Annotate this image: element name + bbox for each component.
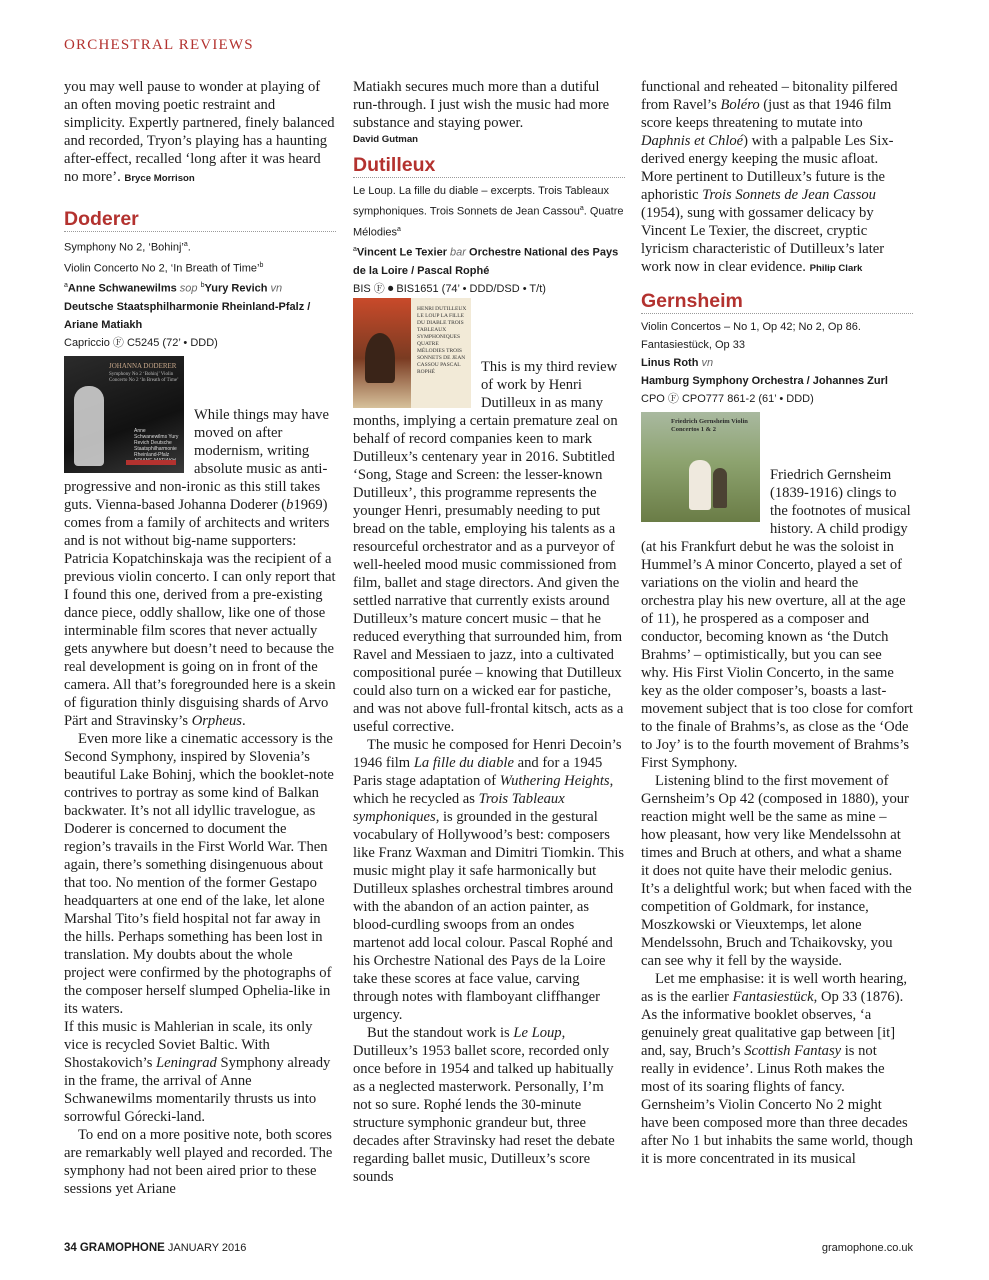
paragraph: Listening blind to the first movement of Gernsheim’s Op 42 (composed in 1880), your reaction might well be the same as mine – how pleasant, how very like Mendelssohn at times and Bruch at others, and what a shame it does not quite have their melodic genius. It’s a delightful work; but when faced with the competition of Goldmark, for instance, Moszkowski or Vieuxtemps, let alone Mendelssohn, Bruch and Tchaikovsky, you can see why it fell by the wayside. <box>641 773 912 969</box>
recording-info <box>353 182 625 298</box>
column-3 <box>641 78 913 1168</box>
column-2 <box>353 78 625 1186</box>
reviewer-byline: Bryce Morrison <box>124 173 195 184</box>
page-footer: 34 GRAMOPHONE JANUARY 2016 <box>64 1242 247 1254</box>
performers: $^a$Vincent Le Texier bar Orchestre National des Pays de la Loire / Pascal Rophé <box>353 246 619 277</box>
review-end-paragraph: functional and reheated – bitonality pilfered from Ravel’s Boléro (just as that 1946 film score keeps threatening to mutate into Daphnis et Chloé) with a palpable Les Six-derived energy keeping the music afloat. More pertinent to Dutilleux’s future is the aphoristic Trois Sonnets de Jean Cassou (1954), sung with gossamer delicacy by Vincent Le Texier, the discreet, cryptic lyricism characteristic of Dutilleux’s later work now in clear evidence. Philip Clark <box>641 79 898 275</box>
cover-figure <box>365 333 395 383</box>
review-heading-dutilleux: Dutilleux <box>353 154 625 178</box>
reviewer-byline: Philip Clark <box>809 263 863 274</box>
cover-figure <box>74 386 104 466</box>
works: Le Loup. La fille du diable – excerpts. Trois Tableaux symphoniques. Trois Sonnets de Jean Cassou$^a$. Quatre Mélodies$^a$ <box>353 185 624 239</box>
paragraph: To end on a more positive note, both scores are remarkably well played and recorded. The symphony had not been aired prior to these sessions yet Ariane <box>64 1126 333 1197</box>
catalogue: Capriccio Ⓕ C5245 (72’ • DDD) <box>64 336 218 349</box>
work-line-1: Symphony No 2, ‘Bohinj’$^a$. <box>64 241 191 254</box>
orchestra: Hamburg Symphony Orchestra / Johannes Zurl <box>641 375 888 387</box>
album-cover-doderer: JOHANNA DODERER Symphony No 2 ‘Bohinj’ Violin Concerto No 2 ‘In Breath of Time’ Anne Schwanewilms Yury Revich Deutsche Staatsphilharmonie Rheinland-Pfalz <box>64 356 184 473</box>
catalogue: CPO Ⓕ CPO777 861-2 (61’ • DDD) <box>641 393 814 405</box>
cover-figure <box>713 468 727 508</box>
paragraph: But the standout work is Le Loup, Dutilleux’s 1953 ballet score, recorded only once before in 1954 and talked up habitually as a neglected masterwork. Personally, I’m not so sure. Rophé lends the 30-minute structure symphonic grandeur but, three decades after Stravinsky had reset the debate regarding ballet music, Dutilleux’s score sounds <box>353 1024 615 1185</box>
paragraph: While things may have moved on after modernism, writing absolute music as anti-progressive and non-ironic as this still takes guts. Vienna-based Johanna Doderer (b1969) comes from a family of architects and writers and is not without big-name supporters: Patricia Kopatchinskaja was the recipient of a previous violin concerto. I can only report that I found this one, derived from a pre-existing dance piece, oddly shallow, like one of those interminable film scores that never actually gets anywhere but doesn’t need to because the real development is going on in front of the camera. All that’s foregrounded here is a skein of figuration thinly disguising shards of Arvo Pärt and Stravinsky’s Orpheus. <box>64 406 336 729</box>
paragraph: This is my third review of work by Henri Dutilleux in as many months, implying a certain premature zeal on behalf of record companies keen to mark Dutilleux’s centenary year in 2016. Subtitled ‘Song, Stage and Screen: the lesser-known Dutilleux’, this programme represents the younger Henri, presumably needing to put bread on the table, employing his talents as a resourceful orchestrator and as a purveyor of well-heeled mood music commissioned from film, ballet and stage directors. And given the settled narrative that currently exists around Dutilleux’s mature concert music – that he reduced everything that surrounded him, from Ravel and Messiaen to jazz, into a cultivated compositional purée – knowing that Dutilleux could also turn on a wicked ear for pastiche, and was not above full-frontal kitsch, acts as a useful corrective. <box>353 358 624 735</box>
performers: $^a$Anne Schwanewilms sop $^b$Yury Revich vn <box>64 282 283 295</box>
album-cover-gernsheim: Friedrich Gernsheim Violin Concertos 1 & 2 <box>641 412 760 522</box>
paragraph: Let me emphasise: it is well worth hearing, as is the earlier Fantasiestück, Op 33 (1876). As the informative booklet observes, ‘a genuinely great qualitative gap between [it] and, say, Bruch’s Scottish Fantasy is not really in evidence’. Linus Roth makes the most of its soaring flights of fancy. Gernsheim’s Violin Concerto No 2 might have been composed more than three decades after No 1 but inhabits the same world, though it is more concentrated in its musical <box>641 971 913 1167</box>
review-heading-doderer: Doderer <box>64 208 336 232</box>
catalogue: BIS Ⓕ ⏺ BIS1651 (74’ • DDD/DSD • T/t) <box>353 282 546 295</box>
recording-info <box>641 318 913 408</box>
footer-website: gramophone.co.uk <box>821 1242 913 1254</box>
cover-figure <box>689 460 711 510</box>
column-1 <box>64 78 336 1198</box>
review-end-paragraph: you may well pause to wonder at playing of an often moving poetic restraint and simplicity. Expertly partnered, finely balanced and recorded, Tryon’s playing has a haunting after-effect, recalled ‘long after it was heard no more’. Bryce Morrison <box>64 79 335 185</box>
review-end-paragraph: Matiakh secures much more than a dutiful run-through. I just wish the music had more substance and staying power. <box>353 79 610 131</box>
paragraph: Even more like a cinematic accessory is the Second Symphony, inspired by Slovenia’s beautiful Lake Bohinj, which the booklet-note contrives to portray as some kind of Balkan backwater. It’s not all idyllic travelogue, as Doderer is concerned to document the region’s travails in the First World War. Then again, there’s something disingenuous about that too. No mention of the former Gestapo headquarters at one end of the lake, let alone Marshal Tito’s field hospital not far away in the hills. Perhaps something has been lost in translation. My doubts about the whole project were confirmed by the photographs of the composer herself slumped Ophelia-like in its waters. <box>64 730 334 1017</box>
paragraph: Friedrich Gernsheim (1839-1916) clings to the footnotes of musical history. A child prodigy (at his Frankfurt debut he was the soloist in Hummel’s A minor Concerto, played a set of variations on the violin and heard the orchestra play his new overture, all at the age of 11), he prospered as a composer and conductor, becoming known as ‘the Dutch Brahms’ – optimistically, but you can see why. His First Violin Concerto, in the same key as the older composer’s, boasts a last-movement subject that is too close for comfort to the finale of Brahms’s, as close as the ‘Ode to Joy’ is to the fourth movement of Brahms’s First Symphony. <box>641 467 913 771</box>
reviewer-byline: David Gutman <box>353 134 419 145</box>
paragraph: If this music is Mahlerian in scale, its only vice is recycled Soviet Baltic. With Shostakovich’s Leningrad Symphony already in the frame, the arrival of Anne Schwanewilms momentarily thrusts us into sorrowful Górecki-land. <box>64 1018 331 1125</box>
work-line-2: Violin Concerto No 2, ‘In Breath of Time’$^b$ <box>64 261 264 275</box>
album-cover-dutilleux: HENRI DUTILLEUX LE LOUP LA FILLE DU DIABLE TROIS TABLEAUX SYMPHONIQUES QUATRE MÉLODIES TROIS SONNETS DE JEAN CASSOU PASCAL ROPHÉ <box>353 298 471 408</box>
orchestra: Deutsche Staatsphilharmonie Rheinland-Pfalz / Ariane Matiakh <box>64 300 311 331</box>
recording-info <box>64 236 336 352</box>
paragraph: The music he composed for Henri Decoin’s 1946 film La fille du diable and for a 1945 Paris stage adaptation of Wuthering Heights, which he recycled as Trois Tableaux symphoniques, is grounded in the gestural vocabulary of Hollywood’s best: composers like Franz Waxman and Dimitri Tiomkin. This music might play it safe harmonically but Dutilleux splashes orchestral timbres around with the abandon of an action painter, as blood-curdling swoops from an ondes martenot add local colour. Pascal Rophé and his Orchestre National des Pays de la Loire take these scores at face value, carving through notes with flamboyant cliffhanger urgency. <box>353 736 625 1023</box>
works: Violin Concertos – No 1, Op 42; No 2, Op 86. Fantasiestück, Op 33 <box>641 321 861 351</box>
section-label: ORCHESTRAL REVIEWS <box>64 37 254 53</box>
review-heading-gernsheim: Gernsheim <box>641 290 913 314</box>
performers: Linus Roth vn <box>641 357 714 369</box>
